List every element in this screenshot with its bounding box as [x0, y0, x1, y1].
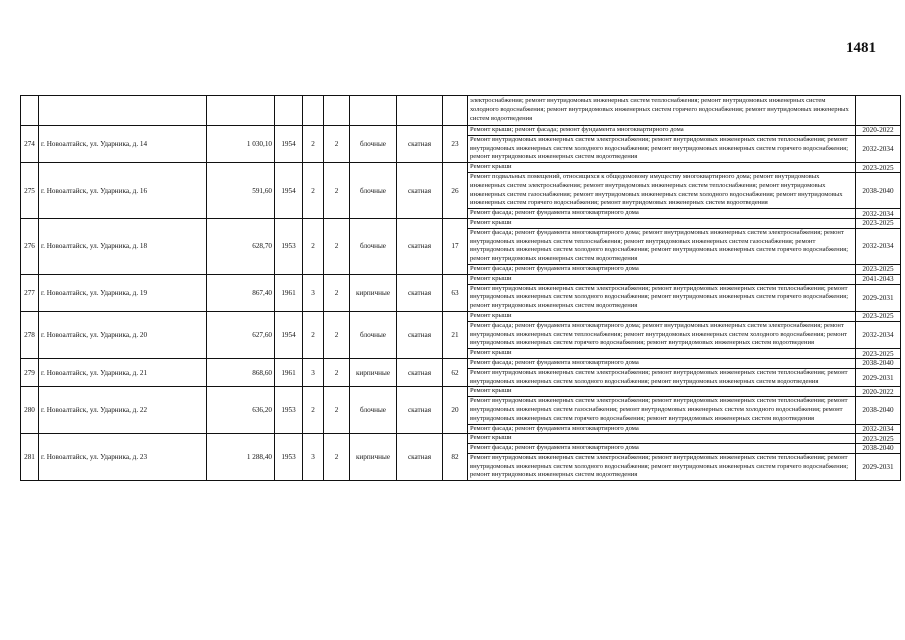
total-area: 636,20 — [207, 387, 275, 434]
cell-empty — [21, 96, 39, 126]
residents-count: 62 — [443, 358, 468, 386]
work-period: 2032-2034 — [856, 321, 901, 348]
floors: 3 — [303, 434, 324, 481]
roof-type: скатная — [397, 126, 443, 163]
wall-material: блочные — [350, 163, 397, 219]
roof-type: скатная — [397, 218, 443, 274]
work-period: 2023-2025 — [856, 218, 901, 228]
residents-count: 23 — [443, 126, 468, 163]
floors: 2 — [303, 311, 324, 358]
cell-empty — [324, 96, 350, 126]
work-period: 2029-2031 — [856, 368, 901, 387]
cell-empty — [443, 96, 468, 126]
work-description: Ремонт фасада; ремонт фундамента многоквартирного дома — [468, 444, 856, 454]
work-description: Ремонт крыши — [468, 163, 856, 173]
entrances: 2 — [324, 311, 350, 358]
work-period: 2038-2040 — [856, 397, 901, 424]
floors: 2 — [303, 126, 324, 163]
table-row — [21, 126, 901, 136]
work-description: Ремонт крыши — [468, 434, 856, 444]
entrances: 2 — [324, 358, 350, 386]
row-number: 278 — [21, 311, 39, 358]
year-built: 1961 — [275, 274, 303, 311]
row-number: 277 — [21, 274, 39, 311]
table-row — [21, 358, 901, 368]
entrances: 2 — [324, 126, 350, 163]
address: г. Новоалтайск, ул. Ударника, д. 14 — [39, 126, 207, 163]
table-row — [21, 387, 901, 397]
row-number: 275 — [21, 163, 39, 219]
work-description: Ремонт фасада; ремонт фундамента многоквартирного дома; ремонт внутридомовых инженерных систем электроснабжения; ремонт внутридомовых инженерных систем теплоснабжения; ремонт внутридомовых инженерных систем газоснабжения; ремонт внутридомовых инженерных систем холодного водоснабжения; ремонт внутридомовых инженерных систем горячего водоснабжения; ремонт внутридомовых инженерных систем водоотведения — [468, 228, 856, 264]
address: г. Новоалтайск, ул. Ударника, д. 22 — [39, 387, 207, 434]
work-description: Ремонт фасада; ремонт фундамента многоквартирного дома — [468, 424, 856, 434]
residents-count: 82 — [443, 434, 468, 481]
roof-type: скатная — [397, 163, 443, 219]
work-period: 2020-2022 — [856, 387, 901, 397]
address: г. Новоалтайск, ул. Ударника, д. 20 — [39, 311, 207, 358]
entrances: 2 — [324, 274, 350, 311]
floors: 2 — [303, 218, 324, 274]
roof-type: скатная — [397, 434, 443, 481]
work-description: Ремонт внутридомовых инженерных систем электроснабжения; ремонт внутридомовых инженерных систем теплоснабжения; ремонт внутридомовых инженерных систем холодного водоснабжения; ремонт внутридомовых инженерных систем горячего водоснабжения; ремонт внутридомовых инженерных систем водоотведения — [468, 135, 856, 162]
address: г. Новоалтайск, ул. Ударника, д. 21 — [39, 358, 207, 386]
work-description: Ремонт фасада; ремонт фундамента многоквартирного дома — [468, 209, 856, 219]
total-area: 627,60 — [207, 311, 275, 358]
year-built: 1953 — [275, 387, 303, 434]
row-number: 279 — [21, 358, 39, 386]
total-area: 1 030,10 — [207, 126, 275, 163]
work-period: 2038-2040 — [856, 172, 901, 208]
work-period — [856, 96, 901, 126]
residents-count: 17 — [443, 218, 468, 274]
year-built: 1954 — [275, 163, 303, 219]
work-description: электроснабжения; ремонт внутридомовых инженерных систем теплоснабжения; ремонт внутридомовых инженерных систем холодного водоснабжения; ремонт внутридомовых инженерных систем горячего водоснабжения; ремонт внутридомовых инженерных систем водоотведения — [468, 96, 856, 126]
residents-count: 63 — [443, 274, 468, 311]
total-area: 628,70 — [207, 218, 275, 274]
entrances: 2 — [324, 218, 350, 274]
work-period: 2032-2034 — [856, 424, 901, 434]
total-area: 867,40 — [207, 274, 275, 311]
address: г. Новоалтайск, ул. Ударника, д. 18 — [39, 218, 207, 274]
year-built: 1953 — [275, 218, 303, 274]
table-row — [21, 163, 901, 173]
wall-material: блочные — [350, 387, 397, 434]
total-area: 591,60 — [207, 163, 275, 219]
roof-type: скатная — [397, 311, 443, 358]
page-number: 1481 — [846, 40, 876, 56]
work-description: Ремонт внутридомовых инженерных систем электроснабжения; ремонт внутридомовых инженерных систем теплоснабжения; ремонт внутридомовых инженерных систем холодного водоснабжения; ремонт внутридомовых инженерных систем горячего водоснабжения; ремонт внутридомовых инженерных систем водоотведения — [468, 284, 856, 311]
row-number: 276 — [21, 218, 39, 274]
work-description: Ремонт крыши — [468, 387, 856, 397]
address: г. Новоалтайск, ул. Ударника, д. 16 — [39, 163, 207, 219]
residents-count: 20 — [443, 387, 468, 434]
total-area: 868,60 — [207, 358, 275, 386]
floors: 3 — [303, 358, 324, 386]
wall-material: блочные — [350, 218, 397, 274]
work-period: 2032-2034 — [856, 209, 901, 219]
wall-material: блочные — [350, 311, 397, 358]
work-description: Ремонт подвальных помещений, относящихся к общедомовому имуществу многоквартирного дома; ремонт внутридомовых инженерных систем электроснабжения; ремонт внутридомовых инженерных систем теплоснабжения; ремонт внутридомовых инженерных систем газоснабжения; ремонт внутридомовых инженерных систем холодного водоснабжения; ремонт внутридомовых инженерных систем горячего водоснабжения; ремонт внутридомовых инженерных систем водоотведения — [468, 172, 856, 208]
work-description: Ремонт фасада; ремонт фундамента многоквартирного дома — [468, 358, 856, 368]
work-description: Ремонт крыши — [468, 274, 856, 284]
roof-type: скатная — [397, 387, 443, 434]
row-number: 280 — [21, 387, 39, 434]
year-built: 1961 — [275, 358, 303, 386]
work-period: 2023-2025 — [856, 264, 901, 274]
work-description: Ремонт внутридомовых инженерных систем электроснабжения; ремонт внутридомовых инженерных систем теплоснабжения; ремонт внутридомовых инженерных систем холодного водоснабжения; ремонт внутридомовых инженерных систем горячего водоснабжения; ремонт внутридомовых инженерных систем водоотведения — [468, 453, 856, 480]
year-built: 1954 — [275, 126, 303, 163]
cell-empty — [39, 96, 207, 126]
cell-empty — [350, 96, 397, 126]
cell-empty — [303, 96, 324, 126]
work-period: 2041-2043 — [856, 274, 901, 284]
year-built: 1954 — [275, 311, 303, 358]
floors: 2 — [303, 163, 324, 219]
work-period: 2038-2040 — [856, 358, 901, 368]
residents-count: 26 — [443, 163, 468, 219]
work-period: 2038-2040 — [856, 444, 901, 454]
work-description: Ремонт внутридомовых инженерных систем электроснабжения; ремонт внутридомовых инженерных систем теплоснабжения; ремонт внутридомовых инженерных систем холодного водоснабжения; ремонт внутридомовых инженерных систем водоотведения — [468, 368, 856, 387]
roof-type: скатная — [397, 358, 443, 386]
work-description: Ремонт крыши; ремонт фасада; ремонт фундамента многоквартирного дома — [468, 126, 856, 136]
entrances: 2 — [324, 387, 350, 434]
cell-empty — [275, 96, 303, 126]
wall-material: кирпичные — [350, 274, 397, 311]
entrances: 2 — [324, 434, 350, 481]
table-row — [21, 274, 901, 284]
year-built: 1953 — [275, 434, 303, 481]
cell-empty — [207, 96, 275, 126]
work-period: 2023-2025 — [856, 311, 901, 321]
work-description: Ремонт фасада; ремонт фундамента многоквартирного дома — [468, 264, 856, 274]
residents-count: 21 — [443, 311, 468, 358]
address: г. Новоалтайск, ул. Ударника, д. 19 — [39, 274, 207, 311]
table-row — [21, 311, 901, 321]
floors: 3 — [303, 274, 324, 311]
work-description: Ремонт фасада; ремонт фундамента многоквартирного дома; ремонт внутридомовых инженерных систем электроснабжения; ремонт внутридомовых инженерных систем теплоснабжения; ремонт внутридомовых инженерных систем холодного водоснабжения; ремонт внутридомовых инженерных систем горячего водоснабжения; ремонт внутридомовых инженерных систем водоотведения — [468, 321, 856, 348]
cell-empty — [397, 96, 443, 126]
work-description: Ремонт крыши — [468, 349, 856, 359]
table-row — [21, 218, 901, 228]
continuation-row — [21, 96, 901, 126]
work-period: 2023-2025 — [856, 434, 901, 444]
work-period: 2029-2031 — [856, 453, 901, 480]
row-number: 274 — [21, 126, 39, 163]
work-period: 2029-2031 — [856, 284, 901, 311]
floors: 2 — [303, 387, 324, 434]
work-period: 2032-2034 — [856, 135, 901, 162]
wall-material: блочные — [350, 126, 397, 163]
work-period: 2023-2025 — [856, 163, 901, 173]
table-body — [21, 96, 901, 481]
work-period: 2020-2022 — [856, 126, 901, 136]
work-description: Ремонт внутридомовых инженерных систем электроснабжения; ремонт внутридомовых инженерных систем теплоснабжения; ремонт внутридомовых инженерных систем газоснабжения; ремонт внутридомовых инженерных систем холодного водоснабжения; ремонт внутридомовых инженерных систем горячего водоснабжения; ремонт внутридомовых инженерных систем водоотведения — [468, 397, 856, 424]
row-number: 281 — [21, 434, 39, 481]
wall-material: кирпичные — [350, 434, 397, 481]
housing-register-table — [20, 95, 901, 481]
total-area: 1 288,40 — [207, 434, 275, 481]
table-row — [21, 434, 901, 444]
work-description: Ремонт крыши — [468, 311, 856, 321]
work-description: Ремонт крыши — [468, 218, 856, 228]
entrances: 2 — [324, 163, 350, 219]
wall-material: кирпичные — [350, 358, 397, 386]
work-period: 2032-2034 — [856, 228, 901, 264]
roof-type: скатная — [397, 274, 443, 311]
address: г. Новоалтайск, ул. Ударника, д. 23 — [39, 434, 207, 481]
work-period: 2023-2025 — [856, 349, 901, 359]
